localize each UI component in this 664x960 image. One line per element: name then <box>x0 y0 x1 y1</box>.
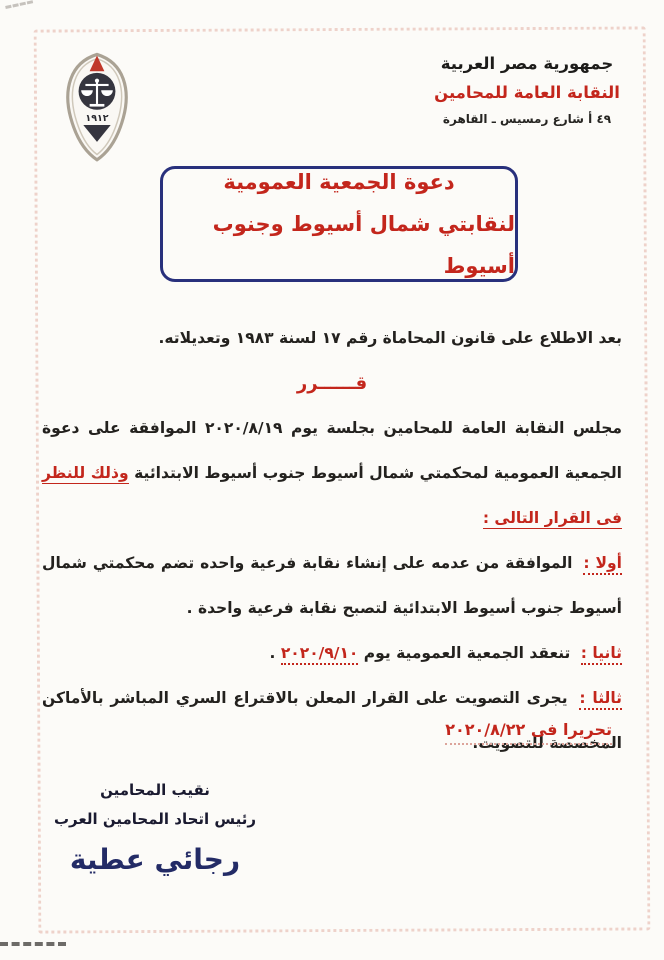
letterhead-country: جمهورية مصر العربية <box>440 54 614 73</box>
item-first-text: الموافقة من عدمه على إنشاء نقابة فرعية واحده تضم محكمتي شمال أسيوط جنوب أسيوط الابتدائية لتصبح نقابة فرعية واحدة . <box>42 554 622 617</box>
signer-name: رجائي عطية <box>69 842 241 876</box>
scan-artifact-top-left <box>5 0 35 17</box>
item-third-label: ثالثا : <box>579 689 622 710</box>
signer-title-2: رئيس اتحاد المحامين العرب <box>53 810 256 829</box>
invitation-title-line1: دعوة الجمعية العمومية <box>223 170 455 194</box>
item-second-date: ٢٠٢٠/٩/١٠ <box>281 644 359 665</box>
invitation-title-line2: لنقابتي شمال أسيوط وجنوب أسيوط <box>212 212 515 278</box>
preamble-paragraph <box>42 316 622 361</box>
invitation-title-box <box>160 166 518 282</box>
decision-word: قــــــرر <box>296 373 368 394</box>
item-first-label: أولا : <box>583 554 622 575</box>
resolution-red-clause: وذلك للنظر فى القرار التالى : <box>42 464 622 527</box>
bar-association-emblem <box>54 46 140 164</box>
item-second <box>42 631 622 676</box>
item-first <box>42 541 622 631</box>
signature-block <box>40 776 270 876</box>
letterhead <box>432 50 622 131</box>
letterhead-organization: النقابة العامة للمحامين <box>434 82 620 102</box>
signer-title-1: نقيب المحامين <box>100 781 210 799</box>
preamble-text: بعد الاطلاع على قانون المحاماة رقم ١٧ لسنة ١٩٨٣ وتعديلاته. <box>158 329 622 347</box>
issue-date: تحريرا فى ٢٠٢٠/٨/٢٢ <box>445 720 612 745</box>
item-second-period: . <box>269 644 276 662</box>
letterhead-address: ٤٩ أ شارع رمسيس ـ القاهرة <box>442 111 612 126</box>
resolution-paragraph <box>42 406 622 541</box>
item-second-label: ثانيا : <box>581 644 622 665</box>
item-third-text: يجرى التصويت على القرار المعلن بالاقتراع السري المباشر بالأماكن المخصصة للتصويت. <box>42 689 622 752</box>
item-second-text: تنعقد الجمعية العمومية يوم <box>363 644 571 662</box>
emblem-year: ١٩١٢ <box>85 112 109 124</box>
letter-body <box>42 316 622 766</box>
scan-artifact-bottom-left <box>0 942 66 952</box>
resolution-text: مجلس النقابة العامة للمحامين بجلسة يوم ٢٠٢٠/٨/١٩ الموافقة على دعوة الجمعية العمومية لمحكمتي شمال أسيوط جنوب أسيوط الابتدائية <box>42 419 622 482</box>
